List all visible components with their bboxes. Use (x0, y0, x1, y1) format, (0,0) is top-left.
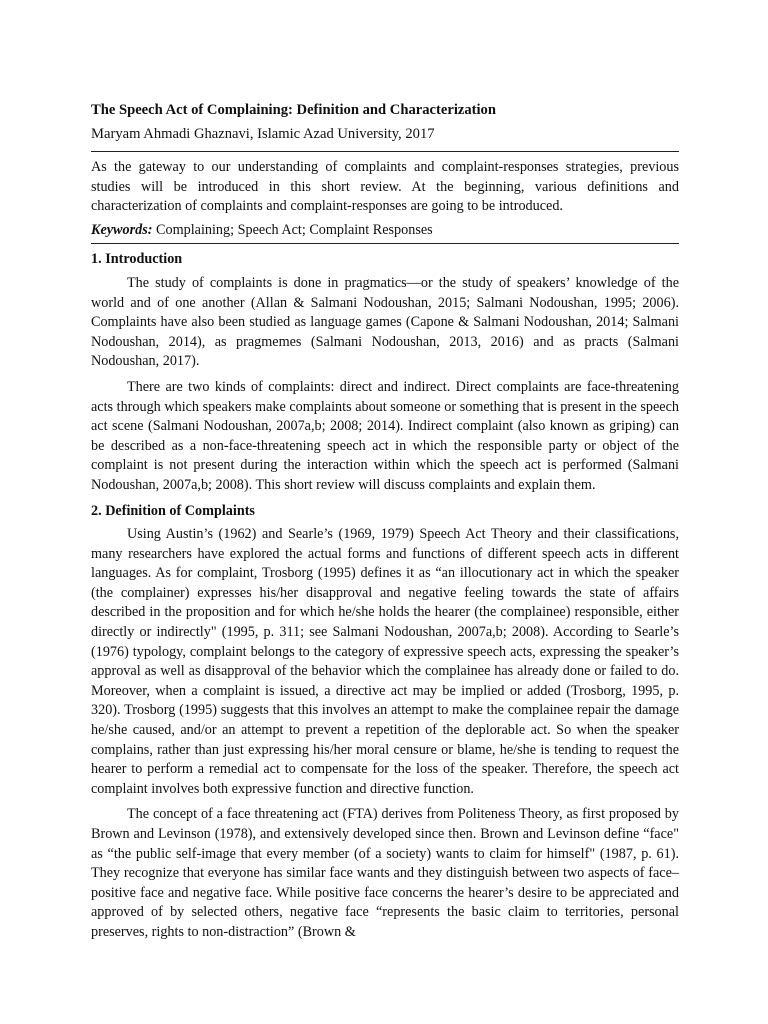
document-page (91, 96, 679, 943)
abstract-text: As the gateway to our understanding of complaints and complaint-responses strategies, previous studies will be introduced in this short review. At the beginning, various definitions and characterization of complaints and complaint-responses are going to be introduced. (91, 159, 679, 215)
paper-title: The Speech Act of Complaining: Definition and Characterization (91, 102, 496, 118)
section-introduction (91, 250, 679, 495)
paragraph: There are two kinds of complaints: direct and indirect. Direct complaints are face-threatening acts through which speakers make complaints about someone or something that is present in the speech act scene (Salmani Nodoushan, 2007a,b; 2008; 2014). Indirect complaint (also known as griping) can be described as a non-face-threatening speech act in which the responsible party or object of the complaint is not present during the interaction within which the speech act is performed (Salmani Nodoushan, 2007a,b; 2008). This short review will discuss complaints and explain them. (91, 378, 679, 493)
section-heading: 1. Introduction (91, 251, 183, 268)
keywords-label: Keywords: (91, 221, 153, 238)
keywords-list: Complaining; Speech Act; Complaint Responses (156, 221, 433, 238)
author-line: Maryam Ahmadi Ghaznavi, Islamic Azad University, 2017 (91, 124, 679, 152)
paragraph: The concept of a face threatening act (FTA) derives from Politeness Theory, as first proposed by Brown and Levinson (1978), and extensively developed since then. Brown and Levinson define “face" as “the public self-image that every member (of a society) wants to claim for himself" (1987, p. 61). They recognize that everyone has similar face wants and they distinguish between two aspects of face– positive face and negative face. While positive face concerns the hearer’s desire to be appreciated and approved of by selected others, negative face “represents the basic claim to territories, personal preserves, rights to non-distraction” (Brown & (91, 806, 679, 940)
paragraph: Using Austin’s (1962) and Searle’s (1969, 1979) Speech Act Theory and their classifications, many researchers have explored the actual forms and functions of different speech acts in different languages. As for complaint, Trosborg (1995) defines it as “an illocutionary act in which the speaker (the complainer) expresses his/her disapproval and negative feeling towards the state of affairs described in the proposition and for which he/she holds the hearer (the complainee) responsible, either directly or indirectly" (1995, p. 311; see Salmani Nodoushan, 2007a,b; 2008). According to Searle’s (1976) typology, complaint belongs to the category of expressive speech acts, expressing the speaker’s approval as well as disapproval of the behavior which the complainee has already done or failed to do. Moreover, when a complaint is issued, a directive act may be implied or added (Trosborg, 1995, p. 320). Trosborg (1995) suggests that this involves an attempt to make the complainee repair the damage he/she caused, and/or an attempt to prevent a repetition of the deplorable act. So when the speaker complains, rather than just expressing his/her moral censure or blame, he/she is tending to request the hearer to perform a remedial act to compensate for the loss of the speaker. Therefore, the speech act complaint involves both expressive function and directive function. (91, 526, 679, 797)
keywords-line (91, 221, 679, 245)
paragraph: The study of complaints is done in pragmatics—or the study of speakers’ knowledge of the world and of one another (Allan & Salmani Nodoushan, 2015; Salmani Nodoushan, 1995; 2006). Complaints have also been studied as language games (Capone & Salmani Nodoushan, 2014; Salmani Nodoushan, 2014), as pragmemes (Salmani Nodoushan, 2013, 2016) and as practs (Salmani Nodoushan, 2017). (91, 274, 679, 370)
section-heading: 2. Definition of Complaints (91, 502, 255, 519)
section-definition (91, 502, 679, 943)
